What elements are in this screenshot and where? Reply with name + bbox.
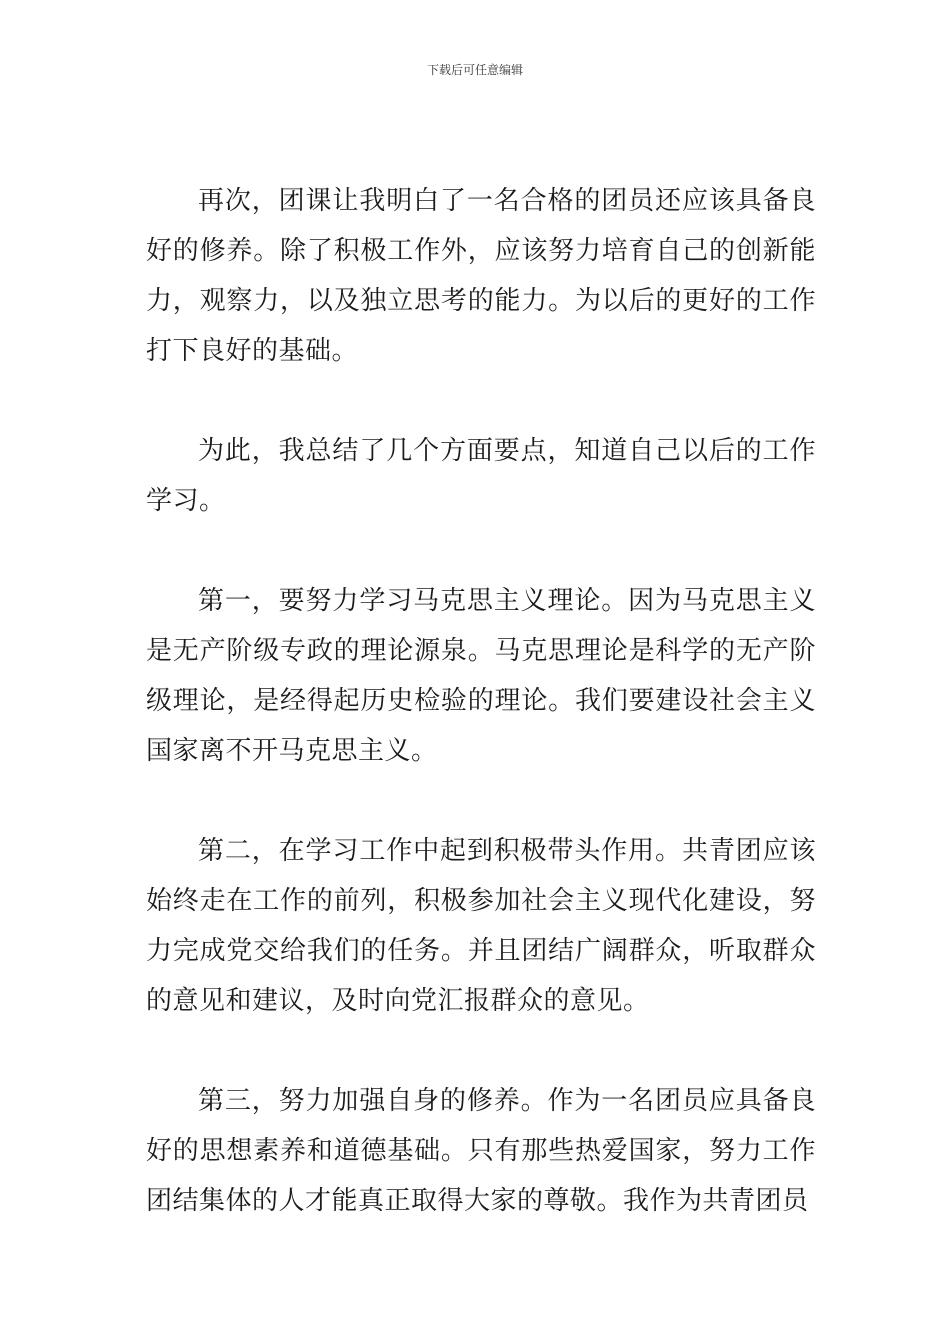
document-body — [146, 176, 816, 1226]
paragraph-3: 第一，要努力学习马克思主义理论。因为马克思主义是无产阶级专政的理论源泉。马克思理论是科学的无产阶级理论，是经得起历史检验的理论。我们要建设社会主义国家离不开马克思主义。 — [146, 586, 816, 766]
paragraph-5: 第三，努力加强自身的修养。作为一名团员应具备良好的思想素养和道德基础。只有那些热爱国家，努力工作团结集体的人才能真正取得大家的尊敬。我作为共青团员 — [146, 1086, 816, 1216]
page-header-note: 下载后可任意编辑 — [426, 63, 523, 77]
paragraph-1: 再次，团课让我明白了一名合格的团员还应该具备良好的修养。除了积极工作外，应该努力培育自己的创新能力，观察力，以及独立思考的能力。为以后的更好的工作打下良好的基础。 — [146, 186, 816, 366]
paragraph-2: 为此，我总结了几个方面要点，知道自己以后的工作学习。 — [146, 436, 816, 516]
paragraph-4: 第二，在学习工作中起到积极带头作用。共青团应该始终走在工作的前列，积极参加社会主义现代化建设，努力完成党交给我们的任务。并且团结广阔群众，听取群众的意见和建议，及时向党汇报群众的意见。 — [146, 836, 816, 1016]
